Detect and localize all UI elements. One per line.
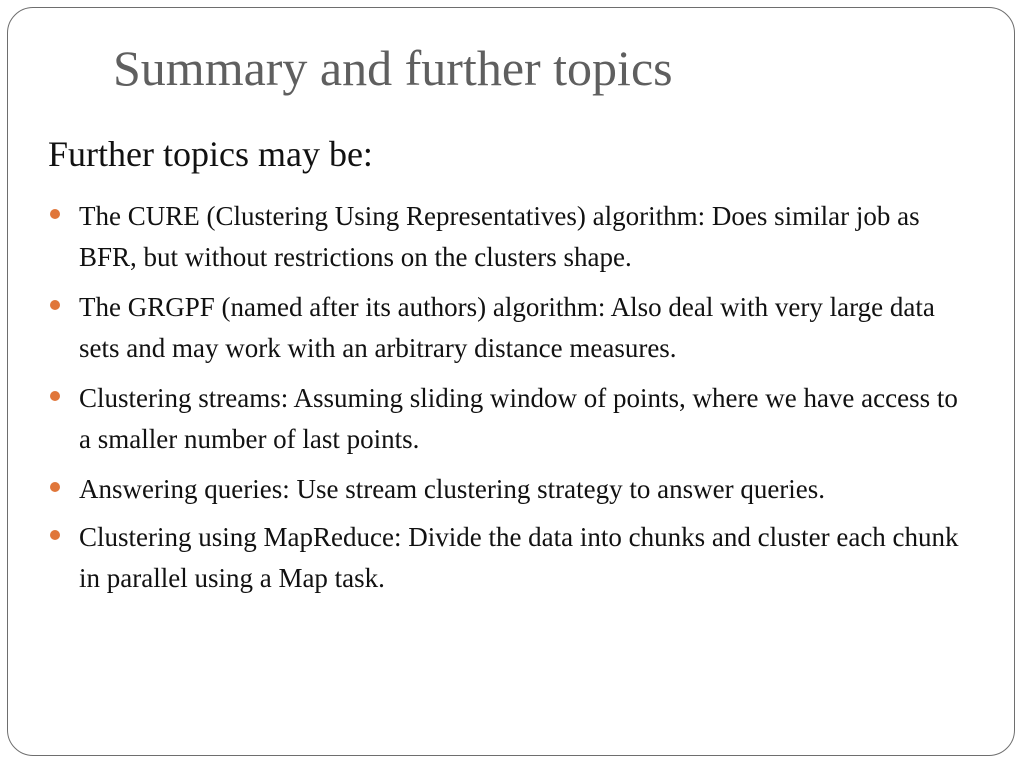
bullet-text: Answering queries: Use stream clustering strategy to answer queries. [79,474,826,504]
bullet-text: The GRGPF (named after its authors) algorithm: Also deal with very large data sets and may work with an arbitrary distance measures. [79,292,935,363]
bullet-item [48,517,968,599]
bullet-dot-icon [50,482,60,492]
bullet-text: Clustering using MapReduce: Divide the data into chunks and cluster each chunk in parallel using a Map task. [79,522,959,593]
bullet-text: Clustering streams: Assuming sliding window of points, where we have access to a smaller number of last points. [79,383,958,454]
bullet-list [48,196,968,608]
bullet-item [48,287,968,369]
bullet-item [48,378,968,460]
intro-text: Further topics may be: [48,134,373,174]
bullet-dot-icon [50,209,60,219]
bullet-dot-icon [50,300,60,310]
bullet-item [48,469,968,510]
bullet-item [48,196,968,278]
slide-title: Summary and further topics [113,40,673,96]
bullet-dot-icon [50,391,60,401]
bullet-text: The CURE (Clustering Using Representatives) algorithm: Does similar job as BFR, but without restrictions on the clusters shape. [79,201,920,272]
bullet-dot-icon [50,530,60,540]
